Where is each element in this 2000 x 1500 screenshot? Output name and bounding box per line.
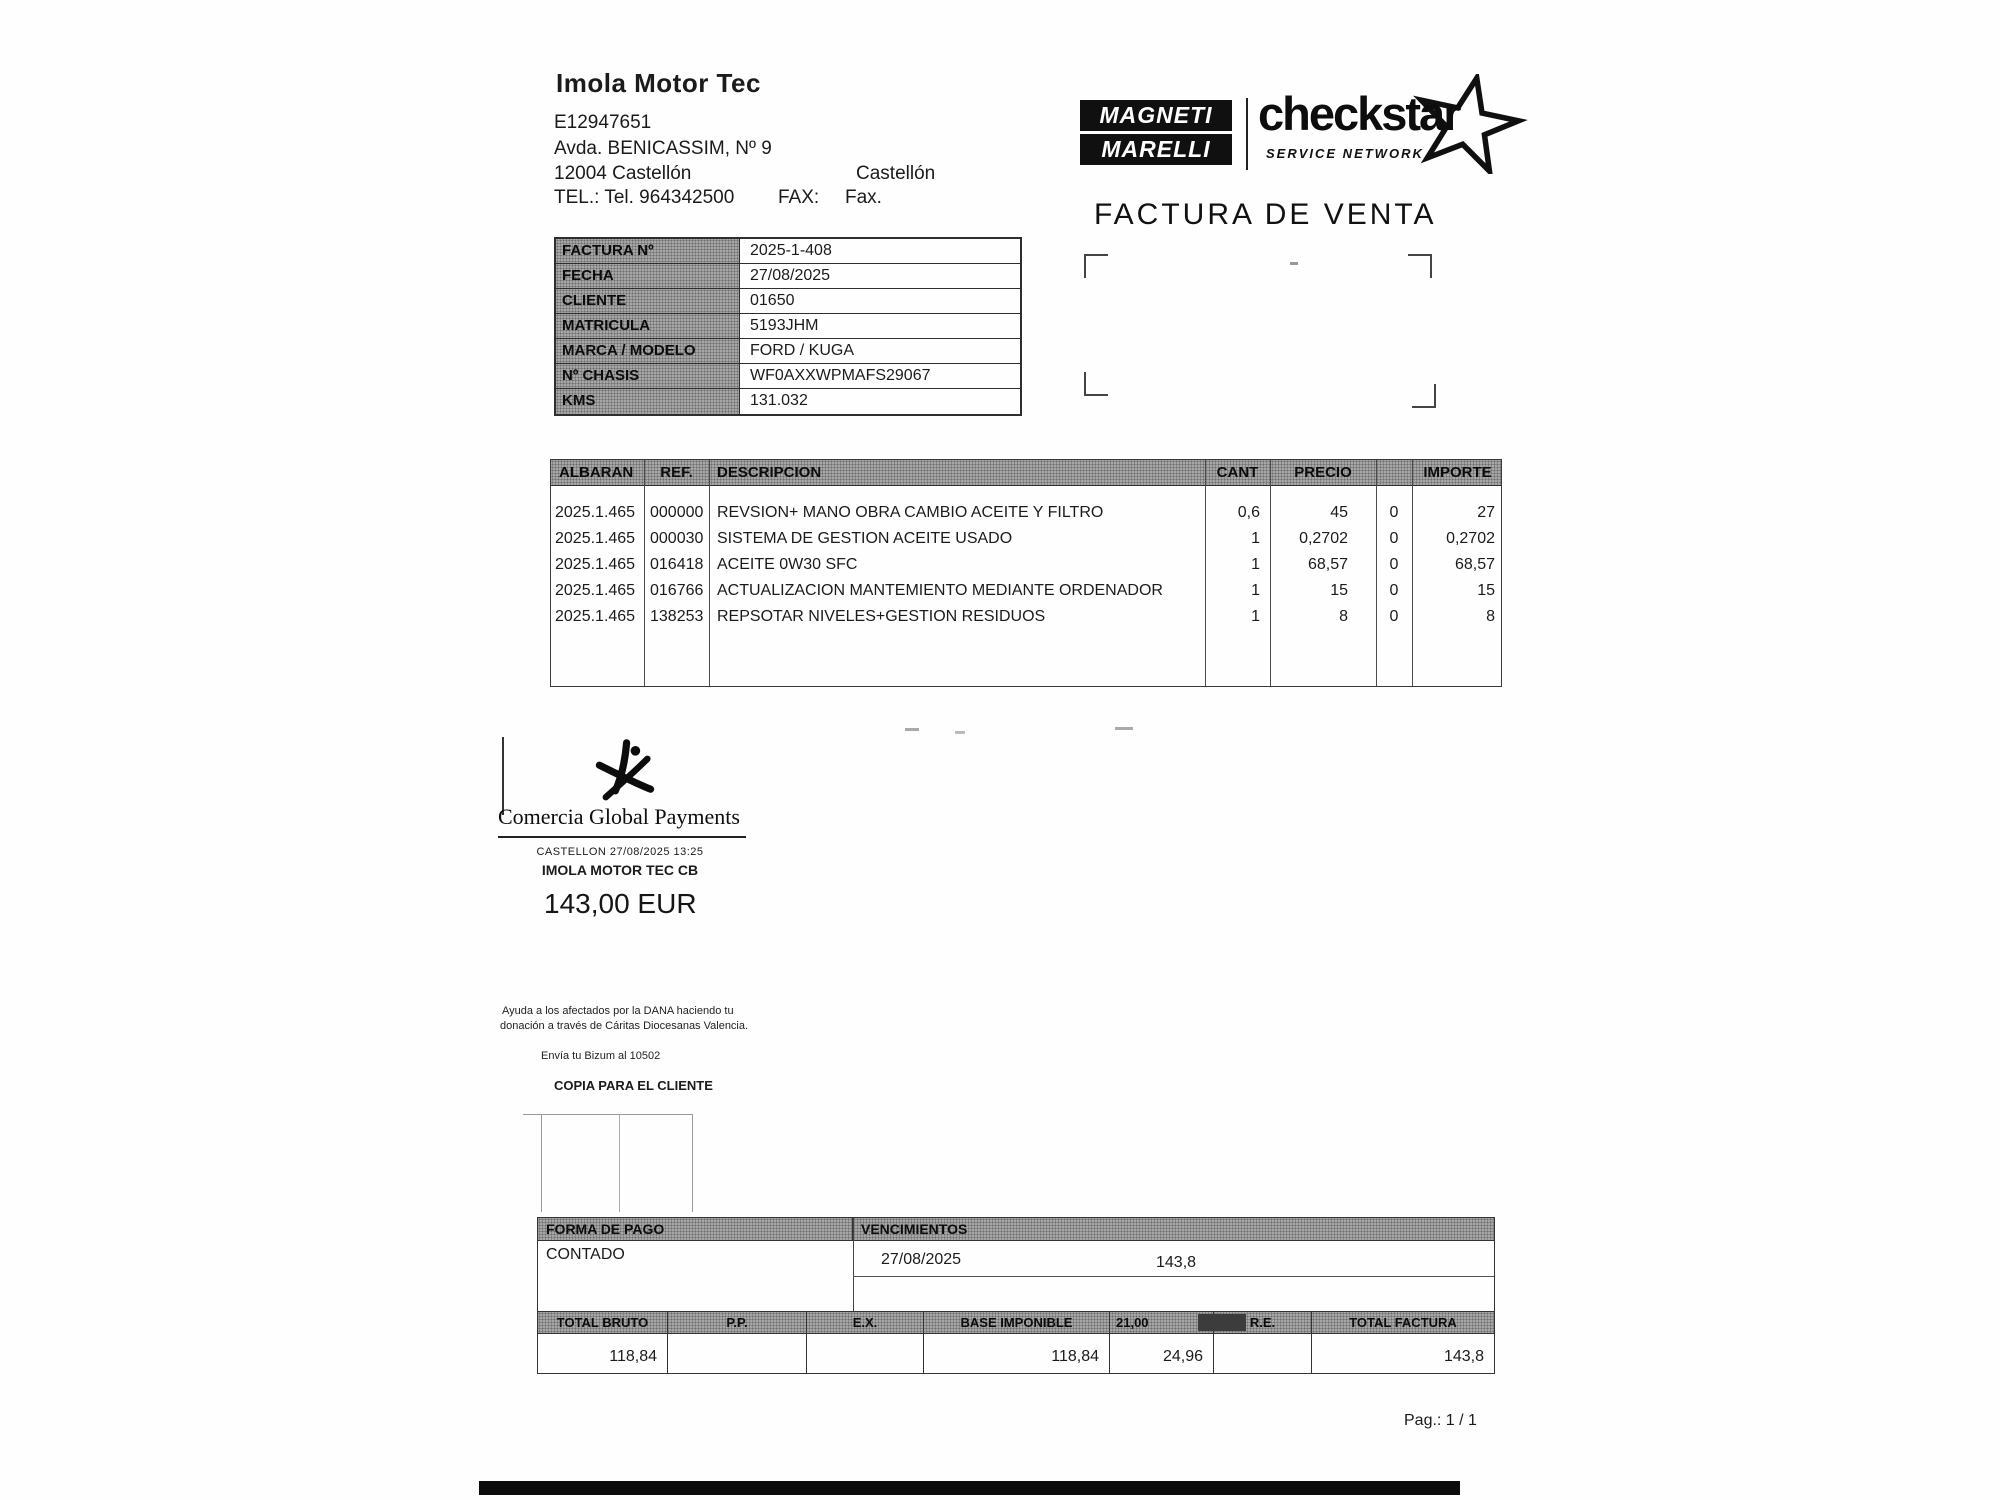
item-cant: 1 <box>1251 530 1260 547</box>
item-dto: 0 <box>1389 608 1399 625</box>
document-title: FACTURA DE VENTA <box>1094 198 1437 231</box>
info-row-factura <box>556 239 1020 264</box>
item-ref: 016766 <box>650 582 704 599</box>
col-header-precio: PRECIO <box>1294 464 1352 481</box>
iva-pct-label: 21,00 <box>1110 1312 1214 1333</box>
company-phone: TEL.: Tel. 964342500 <box>554 187 735 208</box>
company-postal-city: 12004 Castellón <box>554 163 692 184</box>
item-desc: REVSION+ MANO OBRA CAMBIO ACEITE Y FILTRO <box>717 504 1104 521</box>
info-label: MATRICULA <box>556 314 740 338</box>
iva-importe-value: 24,96 <box>1110 1334 1214 1373</box>
items-table-body <box>551 486 1501 630</box>
table-gridline <box>644 460 645 686</box>
scan-speck <box>955 731 965 734</box>
item-ref: 138253 <box>650 608 704 625</box>
info-value: WF0AXXWPMAFS29067 <box>750 367 931 384</box>
item-albaran: 2025.1.465 <box>555 608 636 625</box>
base-imponible-label: BASE IMPONIBLE <box>924 1312 1110 1333</box>
info-row-fecha <box>556 264 1020 289</box>
table-gridline <box>709 460 710 686</box>
info-value: 5193JHM <box>750 317 819 334</box>
receipt-brand: Comercia Global Payments <box>498 804 740 829</box>
item-row <box>551 552 1501 578</box>
payment-table <box>537 1217 1495 1312</box>
re-label: R.E. <box>1214 1312 1312 1333</box>
item-albaran: 2025.1.465 <box>555 504 636 521</box>
crop-mark-top-left <box>1084 254 1108 278</box>
table-gridline <box>1412 460 1413 686</box>
item-precio: 0,2702 <box>1299 530 1348 547</box>
scan-gridline <box>619 1114 620 1212</box>
payment-table-header <box>538 1218 1494 1241</box>
table-gridline <box>1376 460 1377 686</box>
item-row <box>551 604 1501 630</box>
crop-mark-bottom-left <box>1084 372 1108 396</box>
info-value: 2025-1-408 <box>750 242 832 259</box>
base-imponible-value: 118,84 <box>924 1334 1110 1373</box>
item-row <box>551 526 1501 552</box>
item-importe: 68,57 <box>1454 556 1495 573</box>
item-albaran: 2025.1.465 <box>555 556 636 573</box>
ex-label: E.X. <box>807 1312 924 1333</box>
total-bruto-value: 118,84 <box>538 1334 668 1373</box>
info-row-cliente <box>556 289 1020 314</box>
item-precio: 15 <box>1330 582 1348 599</box>
company-name: Imola Motor Tec <box>556 68 761 98</box>
item-dto: 0 <box>1389 530 1399 547</box>
totals-table <box>537 1311 1495 1374</box>
item-ref: 000000 <box>650 504 704 521</box>
item-desc: SISTEMA DE GESTION ACEITE USADO <box>717 530 1013 547</box>
logo-divider <box>1246 98 1248 170</box>
item-dto: 0 <box>1389 504 1399 521</box>
item-importe: 8 <box>1486 608 1495 625</box>
company-tax-id: E12947651 <box>554 112 652 133</box>
marelli-logo-text: MARELLI <box>1080 134 1232 165</box>
scan-gridline <box>692 1114 693 1212</box>
fax-value: Fax. <box>845 187 882 208</box>
page-number: Pag.: 1 / 1 <box>1404 1412 1477 1429</box>
item-precio: 45 <box>1330 504 1348 521</box>
col-header-cant: CANT <box>1216 464 1259 481</box>
bizum-note: Envía tu Bizum al 10502 <box>541 1050 661 1062</box>
totals-values <box>538 1334 1494 1373</box>
dana-note-line1: Ayuda a los afectados por la DANA haciendo tu <box>502 1005 734 1017</box>
items-table <box>550 459 1502 687</box>
info-label: Nº CHASIS <box>556 364 740 388</box>
table-gridline <box>1205 460 1206 686</box>
item-ref: 000030 <box>650 530 704 547</box>
receipt-divider <box>498 836 746 838</box>
crop-mark-top-right <box>1408 254 1432 278</box>
info-label: FECHA <box>556 264 740 288</box>
col-header-dto <box>1376 460 1412 485</box>
scan-smudge <box>1198 1314 1246 1331</box>
info-label: FACTURA Nº <box>556 239 740 263</box>
item-importe: 0,2702 <box>1446 530 1495 547</box>
scan-speck <box>1290 262 1298 265</box>
vencimiento-importe: 143,8 <box>1156 1254 1197 1271</box>
item-dto: 0 <box>1389 582 1399 599</box>
item-importe: 27 <box>1477 504 1495 521</box>
col-header-albaran: ALBARAN <box>559 464 634 481</box>
item-cant: 1 <box>1251 582 1260 599</box>
item-dto: 0 <box>1389 556 1399 573</box>
company-address: Avda. BENICASSIM, Nº 9 <box>554 138 772 159</box>
pp-label: P.P. <box>668 1312 807 1333</box>
total-bruto-label: TOTAL BRUTO <box>538 1312 668 1333</box>
fax-label: FAX: <box>778 187 820 208</box>
item-cant: 1 <box>1251 556 1260 573</box>
invoice-info-table <box>554 237 1022 416</box>
company-province: Castellón <box>856 163 936 184</box>
re-value <box>1214 1334 1312 1373</box>
info-label: CLIENTE <box>556 289 740 313</box>
info-label: KMS <box>556 389 740 414</box>
item-importe: 15 <box>1477 582 1495 599</box>
table-gridline <box>1270 460 1271 686</box>
col-header-ref: REF. <box>660 464 693 481</box>
item-desc: ACEITE 0W30 SFC <box>717 556 858 573</box>
item-row <box>551 578 1501 604</box>
items-table-header <box>551 460 1501 486</box>
receipt-amount: 143,00 EUR <box>544 888 697 919</box>
col-header-importe: IMPORTE <box>1423 464 1492 481</box>
item-precio: 68,57 <box>1307 556 1348 573</box>
info-value: 01650 <box>750 292 795 309</box>
item-desc: ACTUALIZACION MANTEMIENTO MEDIANTE ORDENADOR <box>717 582 1163 599</box>
checkstar-logo-text: checkstar <box>1258 87 1460 140</box>
scan-gridline <box>541 1114 542 1212</box>
scan-speck <box>1115 727 1133 730</box>
item-desc: REPSOTAR NIVELES+GESTION RESIDUOS <box>717 608 1046 625</box>
info-row-matricula <box>556 314 1020 339</box>
item-cant: 1 <box>1251 608 1260 625</box>
scan-gridline <box>523 1114 693 1115</box>
item-precio: 8 <box>1339 608 1348 625</box>
forma-de-pago-label: FORMA DE PAGO <box>538 1218 853 1240</box>
dana-note-line2: donación a través de Cáritas Diocesanas Valencia. <box>500 1020 749 1032</box>
item-row <box>551 500 1501 526</box>
item-albaran: 2025.1.465 <box>555 582 636 599</box>
vencimientos-label: VENCIMIENTOS <box>853 1218 1494 1240</box>
total-factura-value: 143,8 <box>1443 1348 1484 1365</box>
pp-value <box>668 1334 807 1373</box>
total-factura-label: TOTAL FACTURA <box>1349 1315 1457 1330</box>
receipt-merchant: IMOLA MOTOR TEC CB <box>541 862 699 878</box>
ex-value <box>807 1334 924 1373</box>
info-label: MARCA / MODELO <box>556 339 740 363</box>
totals-header <box>538 1312 1494 1334</box>
item-albaran: 2025.1.465 <box>555 530 636 547</box>
info-row-kms <box>556 389 1020 414</box>
vencimiento-fecha: 27/08/2025 <box>881 1251 962 1268</box>
crop-mark-bottom-right <box>1412 384 1436 408</box>
copy-notice: COPIA PARA EL CLIENTE <box>554 1078 713 1093</box>
forma-de-pago-value: CONTADO <box>546 1246 625 1263</box>
item-cant: 0,6 <box>1237 504 1260 521</box>
receipt-datetime: CASTELLON 27/08/2025 13:25 <box>536 846 704 858</box>
scan-speck <box>905 728 919 731</box>
info-row-marca-modelo <box>556 339 1020 364</box>
info-value: 27/08/2025 <box>750 267 831 284</box>
table-gridline <box>853 1276 1494 1277</box>
table-gridline <box>853 1218 854 1311</box>
scan-artifact-bar <box>479 1481 1460 1495</box>
service-network-text: SERVICE NETWORK <box>1266 146 1424 161</box>
item-ref: 016418 <box>650 556 704 573</box>
col-header-descripcion: DESCRIPCION <box>717 464 822 481</box>
info-value: 131.032 <box>750 392 808 409</box>
info-value: FORD / KUGA <box>750 342 855 359</box>
magneti-logo-text: MAGNETI <box>1080 100 1232 131</box>
info-row-chasis <box>556 364 1020 389</box>
magneti-marelli-logo <box>1080 100 1232 168</box>
